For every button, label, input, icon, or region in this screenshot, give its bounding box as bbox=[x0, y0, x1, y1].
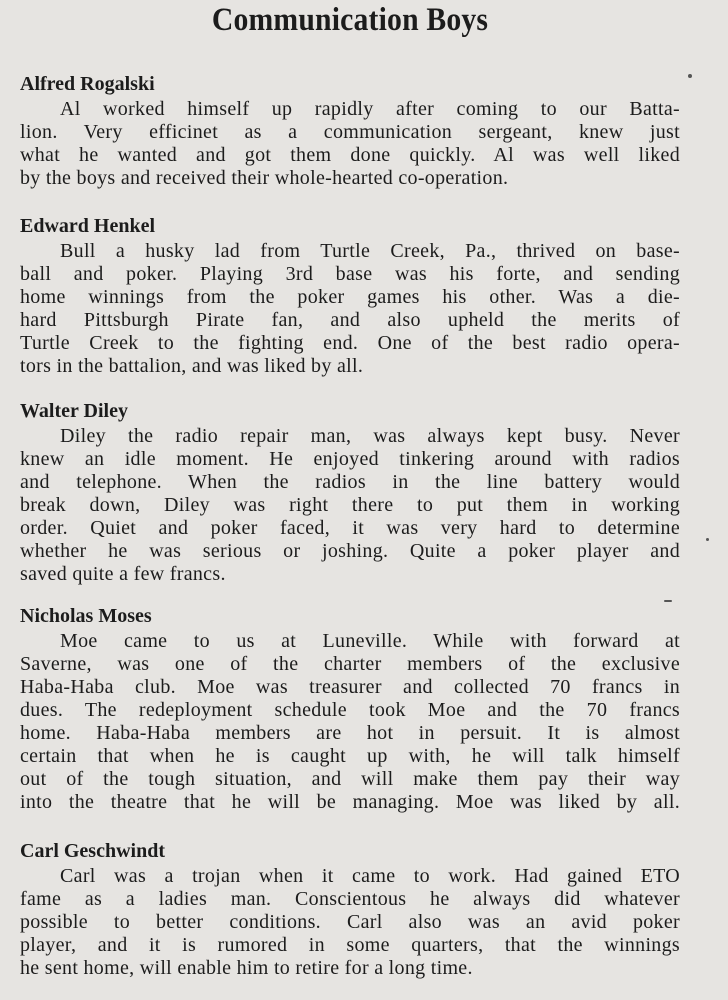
entry-name: Edward Henkel bbox=[20, 215, 156, 237]
entry-text-line: home winnings from the poker games his other. Was a die- bbox=[20, 286, 680, 308]
entry-text-line: dues. The redeployment schedule took Moe and the 70 francs bbox=[20, 699, 680, 721]
entry-text-line: out of the tough situation, and will make them pay their way bbox=[20, 768, 680, 790]
page-title: Communication Boys bbox=[211, 2, 489, 38]
entry-text-line: fame as a ladies man. Conscientous he always did whatever bbox=[20, 888, 680, 910]
entry-text-line: Bull a husky lad from Turtle Creek, Pa., thrived on base- bbox=[60, 240, 680, 262]
entry-name: Carl Geschwindt bbox=[20, 840, 165, 862]
entry-text-line: ball and poker. Playing 3rd base was his forte, and sending bbox=[20, 263, 680, 285]
entry-text-line: and telephone. When the radios in the line battery would bbox=[20, 471, 680, 493]
entry-text-line: Moe came to us at Luneville. While with forward at bbox=[60, 630, 680, 652]
entry-text-line: Saverne, was one of the charter members of the exclusive bbox=[20, 653, 680, 675]
print-speck bbox=[706, 538, 709, 541]
entry-text-line: whether he was serious or joshing. Quite a poker player and bbox=[20, 540, 680, 562]
entry-text-line: possible to better conditions. Carl also was an avid poker bbox=[20, 911, 680, 933]
entry-text-line: by the boys and received their whole-hearted co-operation. bbox=[20, 167, 509, 189]
entry-text-line: break down, Diley was right there to put them in working bbox=[20, 494, 680, 516]
entry-edward-henkel bbox=[20, 214, 680, 378]
entry-text-line: lion. Very efficinet as a communication sergeant, knew just bbox=[20, 121, 680, 143]
entry-alfred-rogalski bbox=[20, 72, 680, 190]
entry-text-line: saved quite a few francs. bbox=[20, 563, 226, 585]
entry-walter-diley bbox=[20, 399, 680, 586]
entry-text-line: Carl was a trojan when it came to work. Had gained ETO bbox=[60, 865, 680, 887]
entry-text-line: home. Haba-Haba members are hot in persuit. It is almost bbox=[20, 722, 680, 744]
entry-text-line: he sent home, will enable him to retire for a long time. bbox=[20, 957, 473, 979]
entry-name: Alfred Rogalski bbox=[20, 73, 155, 95]
entry-text-line: Diley the radio repair man, was always kept busy. Never bbox=[60, 425, 680, 447]
entry-text-line: what he wanted and got them done quickly. Al was well liked bbox=[20, 144, 680, 166]
entry-text-line: certain that when he is caught up with, he will talk himself bbox=[20, 745, 680, 767]
entry-text-line: knew an idle moment. He enjoyed tinkering around with radios bbox=[20, 448, 680, 470]
entry-text-line: into the theatre that he will be managing. Moe was liked by all. bbox=[20, 791, 680, 813]
entry-name: Nicholas Moses bbox=[20, 605, 152, 627]
entry-text-line: Al worked himself up rapidly after coming to our Batta- bbox=[60, 98, 680, 120]
print-speck bbox=[664, 600, 672, 602]
entry-name: Walter Diley bbox=[20, 400, 128, 422]
entry-text-line: player, and it is rumored in some quarters, that the winnings bbox=[20, 934, 680, 956]
entry-carl-geschwindt bbox=[20, 839, 680, 980]
entry-text-line: tors in the battalion, and was liked by all. bbox=[20, 355, 364, 377]
entry-text-line: hard Pittsburgh Pirate fan, and also upheld the merits of bbox=[20, 309, 680, 331]
entry-nicholas-moses bbox=[20, 604, 680, 814]
entry-text-line: Haba-Haba club. Moe was treasurer and collected 70 francs in bbox=[20, 676, 680, 698]
print-speck bbox=[688, 74, 692, 78]
entry-text-line: order. Quiet and poker faced, it was very hard to determine bbox=[20, 517, 680, 539]
entry-text-line: Turtle Creek to the fighting end. One of the best radio opera- bbox=[20, 332, 680, 354]
